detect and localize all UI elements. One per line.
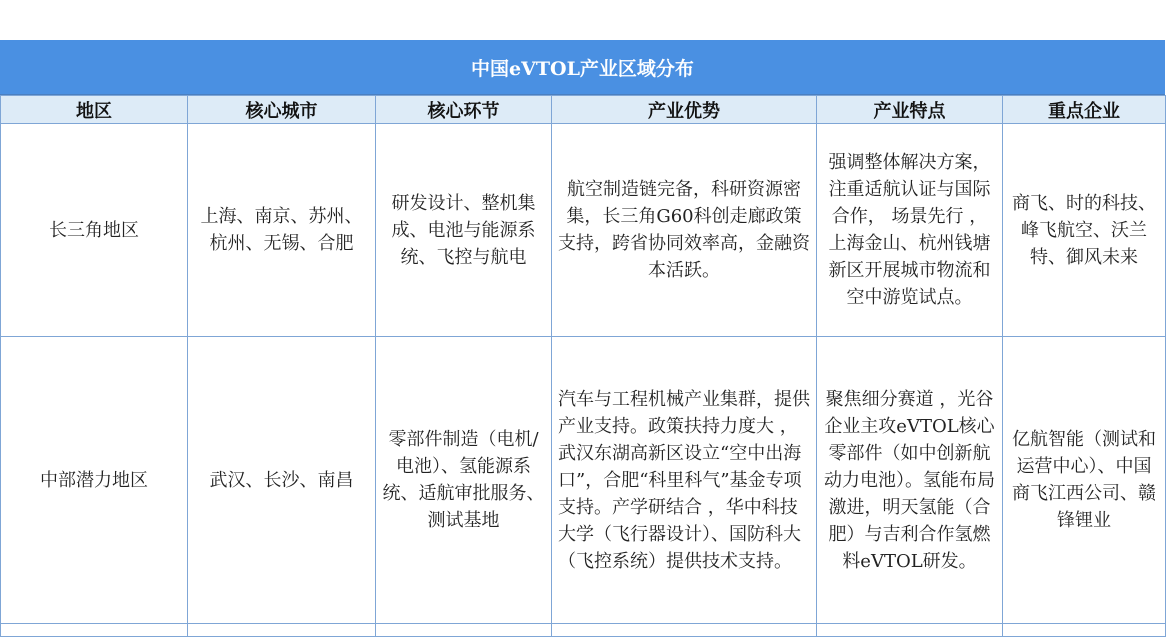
table-row xyxy=(1,337,1166,624)
cell-empty xyxy=(1,624,188,637)
table-row-partial xyxy=(1,624,1166,637)
cell-empty xyxy=(817,624,1003,637)
header-features: 产业特点 xyxy=(817,96,1003,124)
cell-segments: 研发设计、整机集成、电池与能源系统、飞控与航电 xyxy=(376,124,552,337)
cell-region: 中部潜力地区 xyxy=(1,337,188,624)
cell-empty xyxy=(552,624,817,637)
header-cities: 核心城市 xyxy=(188,96,376,124)
cell-segments: 零部件制造（电机/电池）、氢能源系统、适航审批服务、测试基地 xyxy=(376,337,552,624)
region-table xyxy=(0,95,1166,637)
cell-empty xyxy=(376,624,552,637)
table-row xyxy=(1,124,1166,337)
header-advantages: 产业优势 xyxy=(552,96,817,124)
cell-features: 强调整体解决方案，注重适航认证与国际合作， 场景先行 ，上海金山、杭州钱塘新区开展城市物流和空中游览试点。 xyxy=(817,124,1003,337)
header-segments: 核心环节 xyxy=(376,96,552,124)
header-region: 地区 xyxy=(1,96,188,124)
cell-advantages: 航空制造链完备，科研资源密集，长三角G60科创走廊政策支持，跨省协同效率高，金融资本活跃。 xyxy=(552,124,817,337)
cell-companies: 商飞、时的科技、峰飞航空、沃兰特、御风未来 xyxy=(1003,124,1166,337)
cell-features: 聚焦细分赛道 ，光谷企业主攻eVTOL核心零部件（如中创新航动力电池）。氢能布局激进，明天氢能（合肥）与吉利合作氢燃料eVTOL研发。 xyxy=(817,337,1003,624)
header-companies: 重点企业 xyxy=(1003,96,1166,124)
region-table-container xyxy=(0,40,1165,637)
table-title: 中国eVTOL产业区域分布 xyxy=(0,40,1165,95)
cell-empty xyxy=(1003,624,1166,637)
cell-cities: 上海、南京、苏州、杭州、无锡、合肥 xyxy=(188,124,376,337)
cell-cities: 武汉、长沙、南昌 xyxy=(188,337,376,624)
cell-advantages: 汽车与工程机械产业集群，提供产业支持。政策扶持力度大 ，武汉东湖高新区设立“空中出海口”，合肥“科里科气”基金专项支持。产学研结合 ，华中科技大学（飞行器设计）、国防科大（飞控系统）提供技术支持。 xyxy=(552,337,817,624)
cell-companies: 亿航智能（测试和运营中心）、中国商飞江西公司、赣锋锂业 xyxy=(1003,337,1166,624)
header-row xyxy=(1,96,1166,124)
cell-region: 长三角地区 xyxy=(1,124,188,337)
cell-empty xyxy=(188,624,376,637)
